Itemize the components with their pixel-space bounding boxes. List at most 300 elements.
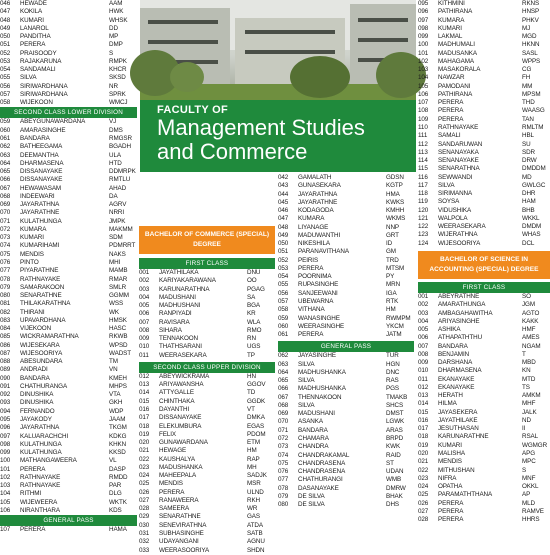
student-name: PERERA bbox=[20, 41, 46, 49]
result-row bbox=[278, 191, 414, 199]
student-initials: KDKG bbox=[109, 432, 127, 440]
student-name: KUMARI bbox=[438, 24, 462, 32]
student-initials: DDMRPK bbox=[109, 168, 136, 176]
student-number: 058 bbox=[278, 306, 289, 314]
student-number: 015 bbox=[139, 397, 150, 405]
student-name: JAYARATHNA bbox=[20, 424, 60, 432]
student-name: DAYANTHI bbox=[159, 405, 190, 413]
result-row bbox=[139, 497, 275, 505]
student-initials: TD bbox=[247, 389, 256, 397]
student-initials: THD bbox=[522, 99, 535, 107]
student-name: SENARATHNE bbox=[20, 292, 62, 300]
result-row bbox=[0, 234, 137, 242]
student-initials: AMES bbox=[522, 334, 540, 342]
result-row bbox=[418, 310, 550, 318]
student-name: JESUTHASAN bbox=[438, 425, 479, 433]
student-name: NIKESHILA bbox=[298, 240, 330, 248]
student-number: 094 bbox=[0, 407, 11, 415]
student-number: 114 bbox=[418, 157, 428, 165]
student-initials: HMSK bbox=[109, 316, 127, 324]
student-initials: RMAR bbox=[109, 275, 128, 283]
student-name: MADUSHANI bbox=[298, 410, 335, 418]
student-number: 011 bbox=[139, 351, 149, 359]
student-initials: NRRI bbox=[109, 209, 124, 217]
student-name: MADUWANTHI bbox=[298, 231, 341, 239]
student-initials: WR bbox=[247, 505, 258, 513]
student-initials: S bbox=[522, 466, 527, 474]
student-number: 098 bbox=[0, 440, 11, 448]
student-number: 032 bbox=[139, 538, 150, 546]
student-name: FERNANDO bbox=[20, 407, 55, 415]
result-row bbox=[139, 513, 275, 521]
result-row bbox=[139, 269, 275, 277]
student-number: 072 bbox=[278, 434, 289, 442]
student-name: MENDIS bbox=[20, 250, 44, 258]
student-name: BATHEEGAMA bbox=[20, 143, 63, 151]
student-number: 044 bbox=[278, 190, 289, 198]
student-name: SEWWANDI bbox=[438, 173, 473, 181]
student-number: 082 bbox=[0, 308, 11, 316]
result-row bbox=[0, 66, 137, 74]
result-row bbox=[0, 482, 137, 490]
result-row bbox=[418, 107, 550, 115]
student-number: 067 bbox=[0, 184, 11, 192]
result-row bbox=[418, 293, 550, 301]
student-number: 014 bbox=[139, 389, 150, 397]
student-initials: TUR bbox=[386, 352, 399, 360]
result-row bbox=[278, 306, 414, 314]
student-number: 060 bbox=[278, 322, 289, 330]
top-rows-list bbox=[0, 0, 137, 107]
student-initials: II bbox=[522, 425, 526, 433]
result-row bbox=[418, 116, 550, 124]
student-name: DINUSHIKA bbox=[20, 399, 54, 407]
student-name: RANAWEERA bbox=[159, 496, 199, 504]
student-name: OPATHA bbox=[438, 483, 463, 491]
student-initials: PDMRRT bbox=[109, 242, 136, 250]
result-row bbox=[139, 373, 275, 381]
student-number: 076 bbox=[278, 468, 289, 476]
student-initials: FH bbox=[522, 74, 531, 82]
result-row bbox=[0, 152, 137, 160]
student-name: HEWADE bbox=[20, 0, 47, 7]
student-number: 106 bbox=[418, 90, 429, 98]
student-number: 019 bbox=[418, 441, 429, 449]
student-initials: JATM bbox=[386, 331, 402, 339]
student-initials: PAR bbox=[109, 482, 122, 490]
student-name: NIRANTHARA bbox=[20, 506, 60, 514]
student-number: 002 bbox=[139, 277, 150, 285]
student-name: DE SILVA bbox=[298, 492, 325, 500]
student-name: KITHMINI bbox=[438, 0, 465, 7]
student-number: 077 bbox=[0, 267, 11, 275]
student-number: 091 bbox=[0, 382, 11, 390]
student-name: JAYASEKERA bbox=[438, 408, 478, 416]
student-number: 080 bbox=[0, 292, 11, 300]
student-initials: JAAM bbox=[109, 416, 126, 424]
student-name: MADUSHANI bbox=[159, 293, 196, 301]
student-initials: NNP bbox=[386, 223, 399, 231]
student-initials: YKCM bbox=[386, 322, 404, 330]
result-row bbox=[139, 472, 275, 480]
student-initials: RAID bbox=[386, 451, 401, 459]
student-initials: GWLGC bbox=[522, 181, 546, 189]
result-row bbox=[278, 273, 414, 281]
student-number: 007 bbox=[418, 342, 429, 350]
student-number: 063 bbox=[0, 151, 11, 159]
student-name: DINUSHIKA bbox=[20, 391, 54, 399]
result-row bbox=[418, 58, 550, 66]
student-name: VIDUSHIKA bbox=[438, 206, 472, 214]
student-name: SILVA bbox=[20, 74, 37, 82]
student-initials: HM bbox=[386, 306, 396, 314]
student-number: 020 bbox=[418, 450, 429, 458]
result-row bbox=[0, 457, 137, 465]
student-initials: RMO bbox=[247, 326, 262, 334]
student-name: JAYARATHNA bbox=[20, 201, 60, 209]
student-number: 083 bbox=[0, 316, 11, 324]
result-row bbox=[139, 310, 275, 318]
student-initials: KHCR bbox=[109, 66, 127, 74]
title-line-2: and Commerce bbox=[157, 139, 308, 164]
student-initials: MBD bbox=[522, 359, 536, 367]
result-row bbox=[0, 342, 137, 350]
result-row bbox=[139, 398, 275, 406]
result-row bbox=[418, 207, 550, 215]
student-number: 051 bbox=[278, 248, 289, 256]
student-initials: NGAM bbox=[522, 342, 541, 350]
student-name: PERERA bbox=[438, 516, 464, 524]
student-initials: KAKK bbox=[522, 317, 539, 325]
student-name: GAMALATH bbox=[298, 174, 332, 181]
result-row bbox=[418, 66, 550, 74]
result-row bbox=[278, 257, 414, 265]
bcom-degree-heading: BACHELOR OF COMMERCE (SPECIAL) DEGREE bbox=[139, 226, 275, 254]
student-name: GUNASEKARA bbox=[298, 182, 341, 190]
student-initials: KN bbox=[522, 367, 531, 375]
result-row bbox=[278, 427, 414, 435]
result-row bbox=[0, 259, 137, 267]
student-number: 021 bbox=[139, 447, 150, 455]
result-row bbox=[0, 408, 137, 416]
student-initials: KMEH bbox=[109, 374, 127, 382]
student-initials: MAKMM bbox=[109, 225, 133, 233]
student-number: 021 bbox=[418, 458, 429, 466]
result-row bbox=[0, 325, 137, 333]
student-name: JAYATHILAKA bbox=[159, 269, 199, 276]
student-name: KODAGODA bbox=[298, 207, 334, 215]
student-name: JAYASINGHE bbox=[298, 352, 336, 360]
student-name: HILMA bbox=[438, 400, 457, 408]
student-initials: JALK bbox=[522, 408, 537, 416]
student-name: PERERA bbox=[438, 507, 464, 515]
result-row bbox=[0, 143, 137, 151]
result-row bbox=[278, 352, 414, 360]
student-initials: MTSM bbox=[386, 264, 405, 272]
student-initials: DHR bbox=[522, 190, 536, 198]
student-number: 096 bbox=[418, 8, 429, 16]
result-row bbox=[418, 392, 550, 400]
student-initials: DNU bbox=[247, 269, 261, 276]
result-row bbox=[0, 226, 137, 234]
student-name: MADHUSHANKA bbox=[298, 385, 346, 393]
result-row bbox=[278, 232, 414, 240]
student-initials: ARAS bbox=[386, 426, 403, 434]
student-number: 099 bbox=[418, 33, 429, 41]
student-initials: NAKS bbox=[109, 250, 126, 258]
student-name: EKANAYAKE bbox=[438, 383, 475, 391]
student-name: SILVA bbox=[298, 377, 315, 385]
student-number: 007 bbox=[139, 318, 150, 326]
student-initials: VN bbox=[109, 366, 118, 374]
student-name: ATHAPATHTHU bbox=[438, 334, 483, 342]
result-row bbox=[0, 300, 137, 308]
result-row bbox=[418, 25, 550, 33]
student-initials: ULA bbox=[109, 151, 121, 159]
results-column-2 bbox=[139, 226, 275, 554]
result-row bbox=[0, 474, 137, 482]
student-number: 061 bbox=[0, 134, 11, 142]
student-number: 123 bbox=[418, 231, 429, 239]
result-row bbox=[0, 83, 137, 91]
student-initials: PGS bbox=[386, 385, 399, 393]
student-initials: MHPS bbox=[109, 382, 127, 390]
student-initials: NR bbox=[109, 82, 118, 90]
student-number: 046 bbox=[0, 0, 11, 7]
student-number: 103 bbox=[418, 66, 429, 74]
student-number: 103 bbox=[0, 482, 11, 490]
student-number: 105 bbox=[418, 82, 429, 90]
student-name: KUMARI bbox=[438, 441, 462, 449]
student-name: THIRANI bbox=[20, 308, 45, 316]
result-row bbox=[0, 50, 137, 58]
student-number: 017 bbox=[418, 425, 429, 433]
student-name: PATHIRANA bbox=[438, 90, 473, 98]
result-row bbox=[0, 185, 137, 193]
student-initials: VJ bbox=[109, 118, 117, 126]
bsc-accounting-degree-heading: BACHELOR OF SCIENCE IN ACCOUNTING (SPECIAL) DEGREE bbox=[418, 251, 550, 279]
student-number: 076 bbox=[0, 258, 11, 266]
student-initials: SDM bbox=[109, 234, 123, 242]
student-name: MENDIS bbox=[159, 480, 183, 488]
student-name: HEWAGE bbox=[159, 447, 187, 455]
student-name: JAYARATHNE bbox=[20, 209, 60, 217]
student-name: PINTO bbox=[20, 258, 39, 266]
student-number: 111 bbox=[418, 132, 428, 140]
student-number: 052 bbox=[0, 49, 11, 57]
student-name: POORNIMA bbox=[298, 273, 332, 281]
result-row bbox=[139, 286, 275, 294]
student-name: KULATHUNGA bbox=[20, 440, 62, 448]
result-row bbox=[139, 381, 275, 389]
student-name: ARIYAWANSHA bbox=[159, 381, 204, 389]
result-row bbox=[418, 99, 550, 107]
student-number: 002 bbox=[418, 301, 429, 309]
student-name: UBEWARNA bbox=[298, 297, 334, 305]
result-row bbox=[278, 460, 414, 468]
student-name: NAWZAR bbox=[438, 74, 465, 82]
result-row bbox=[0, 383, 137, 391]
student-initials: MH bbox=[247, 463, 257, 471]
result-row bbox=[418, 17, 550, 25]
student-number: 096 bbox=[0, 424, 11, 432]
student-number: 050 bbox=[0, 33, 11, 41]
student-number: 065 bbox=[278, 377, 289, 385]
student-number: 080 bbox=[278, 501, 289, 509]
student-name: KARUNARATHNA bbox=[159, 285, 210, 293]
student-name: BANDARA bbox=[20, 134, 50, 142]
student-initials: S bbox=[109, 49, 114, 57]
student-initials: SDR bbox=[522, 148, 535, 156]
student-number: 023 bbox=[139, 463, 150, 471]
student-number: 049 bbox=[278, 231, 289, 239]
result-row bbox=[139, 538, 275, 546]
student-number: 006 bbox=[139, 310, 150, 318]
student-name: WEERASEKARA bbox=[159, 351, 207, 359]
student-name: DHARMASENA bbox=[20, 159, 64, 167]
student-initials: SU bbox=[522, 140, 531, 148]
student-name: MADHUMALI bbox=[438, 41, 475, 49]
result-row bbox=[278, 265, 414, 273]
student-number: 019 bbox=[139, 430, 150, 438]
result-row bbox=[278, 361, 414, 369]
student-initials: HWK bbox=[109, 8, 124, 16]
student-initials: HTD bbox=[109, 159, 122, 167]
student-initials: MTD bbox=[522, 375, 536, 383]
result-row bbox=[139, 489, 275, 497]
student-number: 118 bbox=[418, 190, 428, 198]
result-row bbox=[139, 547, 275, 555]
student-number: 057 bbox=[278, 297, 289, 305]
result-row bbox=[278, 377, 414, 385]
student-name: LIYANAGE bbox=[298, 223, 329, 231]
result-row bbox=[418, 190, 550, 198]
student-name: MAHAGAMA bbox=[438, 57, 474, 65]
student-initials: MSR bbox=[247, 480, 261, 488]
student-number: 015 bbox=[418, 408, 429, 416]
result-row bbox=[278, 174, 414, 182]
student-initials: SMLR bbox=[109, 283, 127, 291]
student-number: 001 bbox=[139, 269, 150, 276]
student-initials: MP bbox=[109, 33, 119, 41]
student-number: 071 bbox=[278, 426, 289, 434]
result-row bbox=[418, 240, 550, 248]
student-name: LANAROL bbox=[20, 24, 49, 32]
result-row bbox=[0, 58, 137, 66]
student-number: 009 bbox=[139, 335, 150, 343]
result-row bbox=[418, 318, 550, 326]
student-number: 086 bbox=[0, 341, 11, 349]
student-name: WEERASINGHE bbox=[298, 322, 345, 330]
result-row bbox=[418, 165, 550, 173]
student-name: PERERA bbox=[438, 99, 464, 107]
second-class-upper-heading: SECOND CLASS UPPER DIVISION bbox=[139, 362, 275, 373]
student-number: 025 bbox=[139, 480, 150, 488]
student-name: KUMARA bbox=[20, 225, 47, 233]
result-row bbox=[0, 168, 137, 176]
student-initials: RKH bbox=[247, 496, 260, 504]
student-initials: WSS bbox=[109, 300, 124, 308]
first-class-list bbox=[139, 269, 275, 360]
student-name: PATHIRANA bbox=[438, 8, 473, 16]
student-initials: WADST bbox=[109, 349, 132, 357]
result-row bbox=[139, 522, 275, 530]
student-name: SENANAYAKA bbox=[438, 148, 479, 156]
result-row bbox=[0, 284, 137, 292]
student-number: 078 bbox=[0, 275, 11, 283]
student-number: 065 bbox=[0, 168, 11, 176]
student-name: PEIRIS bbox=[298, 256, 319, 264]
result-row bbox=[139, 423, 275, 431]
student-number: 061 bbox=[278, 331, 289, 339]
student-name: ANDRADI bbox=[20, 366, 48, 374]
student-name: KARUNARATHNE bbox=[438, 433, 489, 441]
student-initials: AHAD bbox=[109, 184, 127, 192]
student-initials: ETM bbox=[247, 439, 260, 447]
student-number: 120 bbox=[418, 206, 429, 214]
student-initials: RWMPM bbox=[386, 314, 411, 322]
student-number: 113 bbox=[418, 148, 428, 156]
student-number: 068 bbox=[0, 192, 11, 200]
student-name: MADHUSHANKA bbox=[298, 368, 346, 376]
student-number: 049 bbox=[0, 24, 11, 32]
student-initials: HM bbox=[247, 447, 257, 455]
result-row bbox=[0, 91, 137, 99]
student-initials: SKSD bbox=[109, 74, 126, 82]
student-number: 048 bbox=[278, 223, 289, 231]
student-name: MATHANGAWEERA bbox=[20, 457, 77, 465]
student-number: 008 bbox=[418, 350, 429, 358]
student-name: BANDARA bbox=[298, 426, 328, 434]
student-number: 099 bbox=[0, 449, 11, 457]
result-row bbox=[0, 25, 137, 33]
result-row bbox=[418, 124, 550, 132]
result-row bbox=[139, 447, 275, 455]
student-name: SENANAYAKE bbox=[438, 157, 479, 165]
result-row bbox=[0, 424, 137, 432]
student-number: 108 bbox=[418, 107, 429, 115]
student-initials: MD bbox=[522, 173, 532, 181]
student-number: 081 bbox=[0, 300, 11, 308]
student-initials: WLA bbox=[247, 318, 261, 326]
result-row bbox=[418, 50, 550, 58]
student-initials: EGAS bbox=[247, 422, 265, 430]
student-number: 074 bbox=[0, 242, 11, 250]
student-initials: PY bbox=[386, 273, 395, 281]
result-row bbox=[278, 385, 414, 393]
student-name: ABEYWICKRAMA bbox=[159, 372, 210, 380]
student-name: WIJESEKARA bbox=[20, 341, 60, 349]
student-number: 051 bbox=[0, 41, 11, 49]
student-number: 110 bbox=[418, 123, 428, 131]
student-name: SIHARA bbox=[159, 326, 182, 334]
student-number: 109 bbox=[418, 115, 429, 123]
student-initials: ID bbox=[386, 240, 393, 248]
student-number: 014 bbox=[418, 400, 429, 408]
student-number: 088 bbox=[0, 358, 11, 366]
student-initials: HMF bbox=[522, 326, 536, 334]
result-row bbox=[418, 223, 550, 231]
student-number: 022 bbox=[418, 466, 429, 474]
student-initials: BGA bbox=[247, 302, 260, 310]
general-pass-heading: GENERAL PASS bbox=[0, 515, 137, 526]
student-initials: RKWB bbox=[109, 333, 128, 341]
student-name: SANDARUWAN bbox=[438, 140, 483, 148]
student-name: UDAYANGANI bbox=[159, 538, 199, 546]
result-row bbox=[418, 417, 550, 425]
student-number: 050 bbox=[278, 240, 289, 248]
result-row bbox=[418, 508, 550, 516]
